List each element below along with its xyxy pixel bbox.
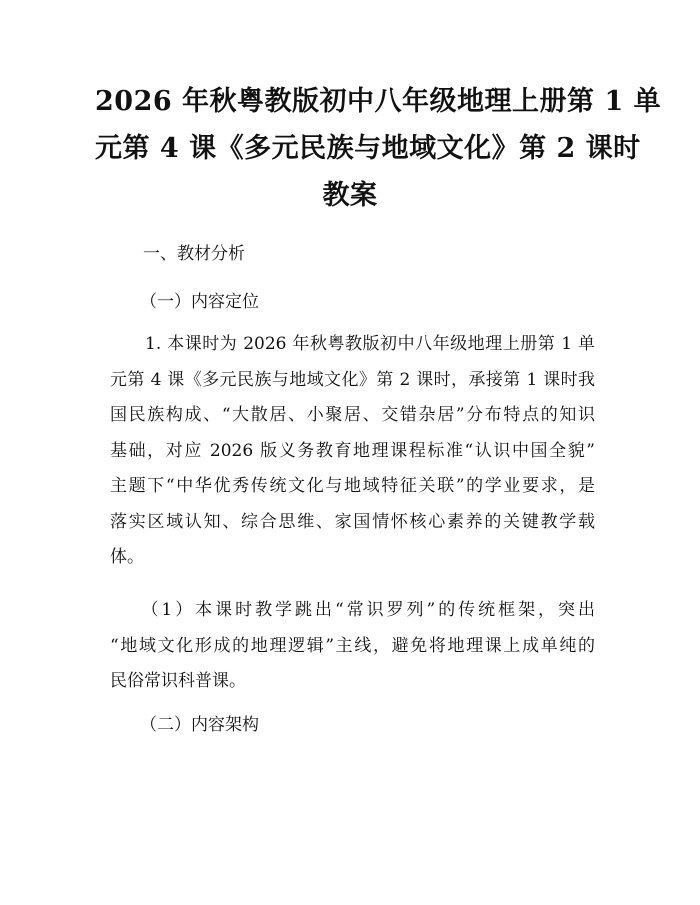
paragraph-line: 1. 本课时为 2026 年秋粤教版初中八年级地理上册第 1 单 — [110, 334, 595, 354]
title-line: 元第 4 课《多元民族与地域文化》第 2 课时 — [95, 133, 641, 164]
title-line: 教案 — [322, 180, 378, 211]
paragraph-line: 主题下“中华优秀传统文化与地域特征关联”的学业要求，是 — [110, 476, 595, 496]
section-heading-textbook-analysis: 一、教材分析 — [143, 244, 245, 264]
document-title — [95, 78, 662, 219]
paragraph-line: “地域文化形成的地理逻辑”主线，避免将地理课上成单纯的 — [110, 635, 595, 656]
paragraph-teaching-focus — [110, 593, 595, 700]
paragraph-content-positioning — [110, 327, 595, 576]
paragraph-line: 国民族构成、“大散居、小聚居、交错杂居”分布特点的知识 — [110, 405, 595, 425]
subsection-heading-content-structure: （二）内容架构 — [140, 715, 259, 735]
paragraph-line: 民俗常识科普课。 — [110, 671, 246, 691]
paragraph-line: 元第 4 课《多元民族与地域文化》第 2 课时，承接第 1 课时我 — [110, 369, 595, 390]
paragraph-line: （1）本课时教学跳出“常识罗列”的传统框架，突出 — [110, 600, 595, 620]
subsection-heading-content-positioning: （一）内容定位 — [140, 292, 259, 312]
paragraph-line: 体。 — [110, 547, 144, 567]
paragraph-line: 落实区域认知、综合思维、家国情怀核心素养的关键教学载 — [110, 511, 595, 532]
title-line: 2026 年秋粤教版初中八年级地理上册第 1 单 — [95, 86, 662, 117]
paragraph-line: 基础，对应 2026 版义务教育地理课程标准“认识中国全貌” — [110, 440, 595, 461]
